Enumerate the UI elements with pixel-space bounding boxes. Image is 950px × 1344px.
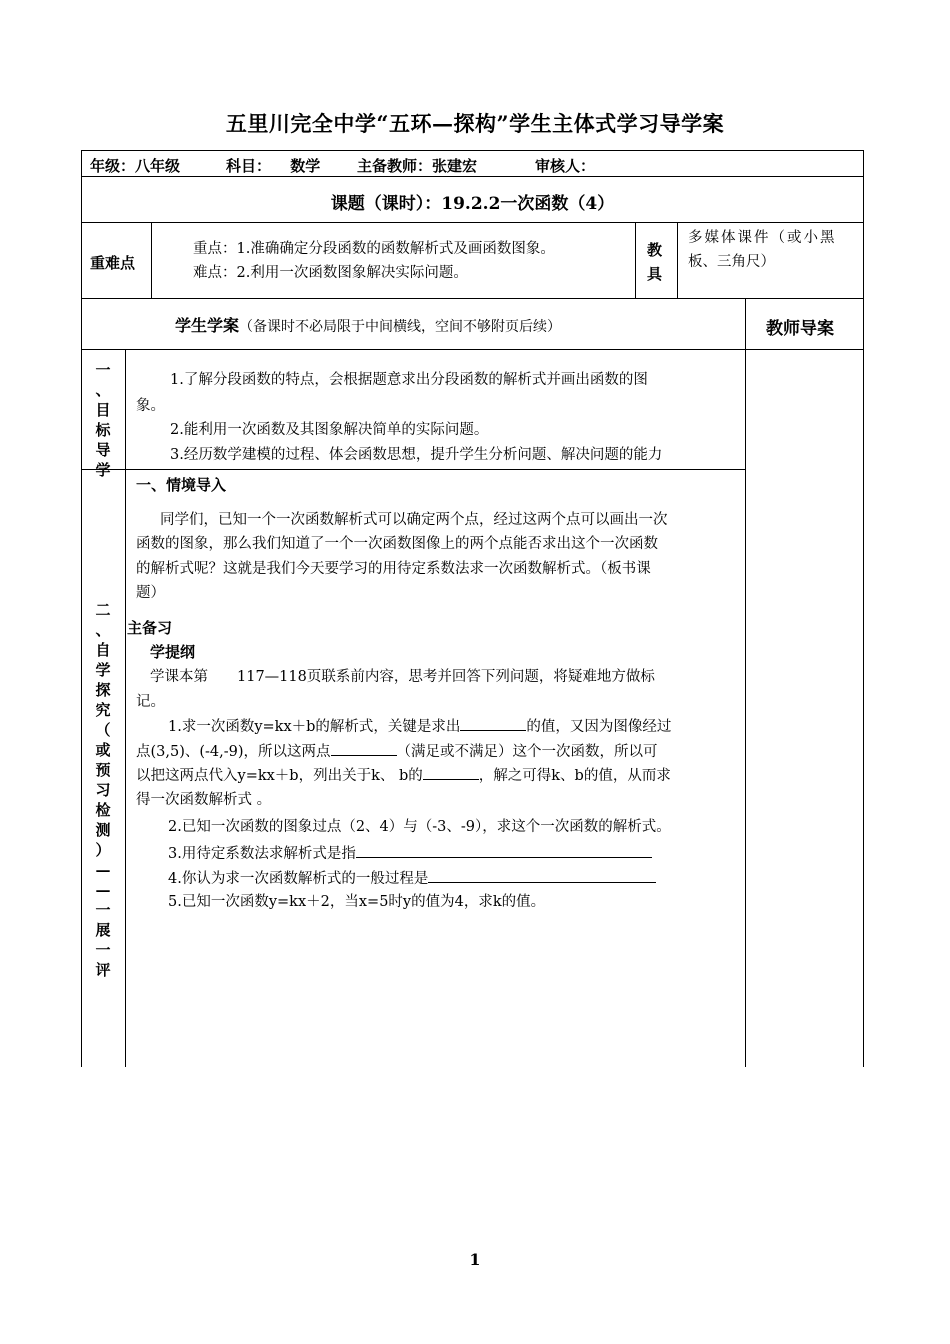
grade-label: 年级：	[90, 157, 136, 175]
q4-text: 4.你认为求一次函数解析式的一般过程是	[168, 871, 429, 887]
question-1	[168, 714, 671, 739]
key-point-1: 重点：1.准确确定分段函数的函数解析式及画函数图象。	[193, 241, 555, 257]
goal-1-line-2: 象。	[136, 398, 165, 414]
label-char: 自	[95, 641, 111, 659]
answer-blank[interactable]	[331, 739, 397, 756]
teacher	[357, 155, 477, 176]
reviewer-label: 审核人：	[535, 157, 596, 175]
intro-heading: 一、情境导入	[136, 476, 227, 494]
teacher-value: 张建宏	[432, 157, 478, 175]
question-3	[168, 841, 652, 866]
label-char: 测	[95, 821, 111, 839]
col-divider	[125, 349, 126, 1067]
intro-line: 的解析式呢？这就是我们今天要学习的用待定系数法求一次函数解析式。（板书课	[136, 561, 651, 577]
question-5: 5.已知一次函数y=kx＋2，当x=5时y的值为4，求k的值。	[168, 894, 546, 910]
key-points-label: 重难点	[90, 254, 136, 272]
label-char: 一	[95, 941, 111, 959]
label-char: 学	[95, 661, 111, 679]
label-char: 检	[95, 801, 111, 819]
label-char: 习	[95, 781, 111, 799]
label-char: 一	[95, 361, 111, 379]
goal-1-line-1: 1.了解分段函数的特点，会根据题意求出分段函数的解析式并画出函数的图	[170, 372, 648, 388]
question-2: 2.已知一次函数的图象过点（2、4）与（-3、-9），求这个一次函数的解析式。	[168, 819, 671, 835]
intro-line: 题）	[136, 585, 165, 601]
q1-part-a: 1.求一次函数y=kx＋b的解析式，关键是求出	[168, 719, 461, 735]
question-1-cont	[136, 763, 671, 788]
q1-part-d: （满足或不满足）这个一次函数，所以可	[396, 744, 658, 760]
label-char: ）	[95, 841, 111, 859]
tools-label-char: 具	[647, 265, 663, 283]
q3-text: 3.用待定系数法求解析式是指	[168, 846, 356, 862]
info-row	[90, 155, 180, 176]
table-border-right	[863, 150, 864, 1067]
label-char: 二	[95, 601, 111, 619]
tools-label	[647, 238, 662, 286]
label-char: —	[95, 881, 111, 899]
student-plan-note: （备课时不必局限于中间横线，空间不够附页后续）	[239, 319, 562, 335]
q1-part-e: 以把这两点代入y=kx＋b，列出关于k、 b的	[136, 768, 423, 784]
q1-part-f: ，解之可得k、b的值，从而求	[478, 768, 671, 784]
q1-part-c: 点(3,5)、(-4,-9)，所以这两点	[136, 744, 331, 760]
key-point-2: 难点：2.利用一次函数图象解决实际问题。	[193, 265, 468, 281]
tools-label-char: 教	[647, 241, 663, 259]
q1-part-b: 的值，又因为图像经过	[526, 719, 672, 735]
outline-line-2: 记。	[136, 694, 165, 710]
section1-label	[93, 360, 113, 480]
goal-2: 2.能利用一次函数及其图象解决简单的实际问题。	[170, 422, 489, 438]
label-char: —	[95, 861, 111, 879]
row-divider	[81, 298, 864, 299]
label-char: 学	[95, 461, 111, 479]
label-char: 展	[95, 921, 111, 939]
subject-label: 科目：	[226, 157, 272, 175]
label-char: 评	[95, 961, 111, 979]
col-divider	[635, 222, 636, 298]
tools-line-1: 多媒体课件（或小黑	[688, 230, 837, 246]
label-char: 导	[95, 441, 111, 459]
label-char: 一	[95, 901, 111, 919]
student-plan-header	[175, 313, 561, 336]
label-char: 究	[95, 701, 111, 719]
label-char: 、	[95, 621, 111, 639]
col-divider	[745, 298, 746, 1067]
label-char: 或	[95, 741, 111, 759]
goal-3: 3.经历数学建模的过程、体会函数思想，提升学生分析问题、解决问题的能力	[170, 447, 663, 463]
table-border-top	[81, 150, 864, 151]
page-number: 1	[469, 1250, 481, 1269]
subject	[226, 155, 320, 176]
label-char: 目	[95, 401, 111, 419]
col-divider	[151, 222, 152, 298]
row-divider	[81, 469, 746, 470]
intro-line: 同学们，已知一个一次函数解析式可以确定两个点，经过这两个点可以画出一次	[160, 512, 668, 528]
outline-heading: 学提纲	[150, 643, 196, 661]
label-char: 、	[95, 381, 111, 399]
row-divider	[81, 176, 864, 177]
question-4	[168, 866, 656, 891]
student-plan-label: 学生学案	[175, 316, 240, 335]
section2-label	[93, 600, 113, 980]
document-title: 五里川完全中学“五环—探构”学生主体式学习导学案	[225, 111, 725, 136]
label-char: 探	[95, 681, 111, 699]
label-char: 标	[95, 421, 111, 439]
self-study-heading: 主备习	[127, 619, 173, 637]
outline-line: 学课本第 117—118页联系前内容，思考并回答下列问题，将疑难地方做标	[150, 669, 655, 685]
teacher-label: 主备教师：	[357, 157, 433, 175]
label-char: 预	[95, 761, 111, 779]
row-divider	[81, 349, 864, 350]
lesson-title: 课题（课时）：19.2.2一次函数（4）	[330, 194, 615, 214]
answer-blank[interactable]	[423, 763, 479, 780]
teacher-plan-label: 教师导案	[766, 319, 834, 339]
table-border-left	[81, 150, 82, 1067]
question-1-cont	[136, 739, 658, 764]
question-1-cont: 得一次函数解析式 。	[136, 792, 272, 808]
label-char: （	[95, 721, 111, 739]
answer-blank[interactable]	[460, 714, 526, 731]
col-divider	[677, 222, 678, 298]
subject-value: 数学	[290, 157, 321, 175]
intro-line: 函数的图象，那么我们知道了一个一次函数图像上的两个点能否求出这个一次函数	[136, 536, 658, 552]
grade-value: 八年级	[135, 157, 181, 175]
tools-line-2: 板、三角尺）	[688, 254, 775, 270]
row-divider	[81, 222, 864, 223]
answer-blank[interactable]	[356, 841, 652, 858]
answer-blank[interactable]	[428, 866, 656, 883]
